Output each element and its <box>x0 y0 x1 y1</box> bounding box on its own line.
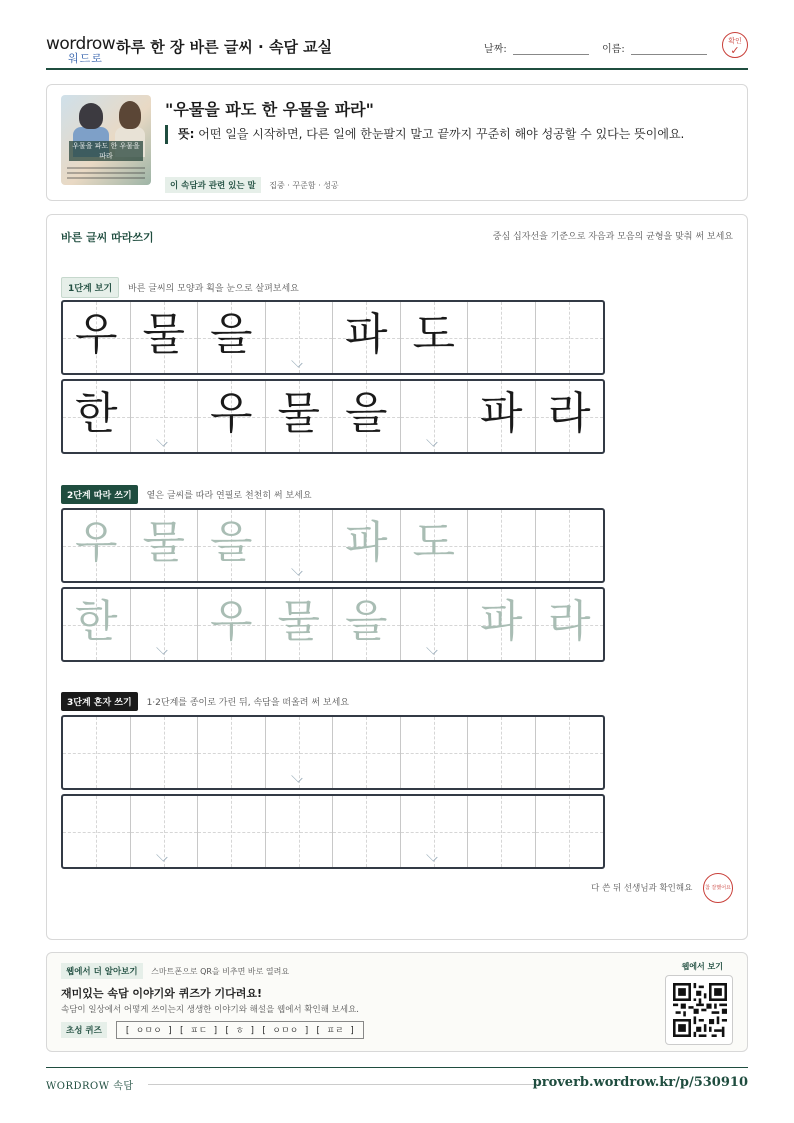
practice-title: 바른 글씨 따라쓰기 <box>61 231 154 244</box>
step1-row1-grid <box>61 300 605 375</box>
checkmark-icon: ✓ <box>730 44 740 57</box>
writing-cell <box>131 381 199 452</box>
model-character: 도 <box>412 309 455 360</box>
space-mark-icon <box>156 435 167 446</box>
footer-url[interactable]: proverb.wordrow.kr/p/530910 <box>532 1075 748 1090</box>
trace-character: 을 <box>344 596 388 647</box>
proverb-meaning <box>165 125 725 144</box>
writing-cell <box>333 302 401 373</box>
writing-cell[interactable] <box>266 796 334 867</box>
trace-character: 우 <box>74 517 118 568</box>
step1-header <box>61 277 299 298</box>
writing-cell <box>198 302 266 373</box>
web-section <box>46 952 748 1052</box>
page-footer <box>46 1067 748 1097</box>
writing-cell[interactable] <box>536 717 604 788</box>
step1-badge: 1단계 보기 <box>61 277 119 298</box>
qr-code-icon[interactable] <box>665 975 733 1045</box>
writing-cell <box>401 381 469 452</box>
writing-cell[interactable] <box>333 510 401 581</box>
footer-divider <box>148 1084 540 1085</box>
footer-brand: WORDROW 속담 <box>46 1081 134 1092</box>
writing-cell <box>131 302 199 373</box>
related-tag: 이 속담과 관련 있는 말 <box>165 177 261 193</box>
meaning-label: 뜻: <box>178 127 195 141</box>
writing-cell[interactable] <box>63 589 131 660</box>
seal-text: 참 잘했어요 <box>705 885 731 891</box>
writing-cell[interactable] <box>131 510 199 581</box>
proverb-illustration <box>61 95 151 185</box>
writing-cell[interactable] <box>63 717 131 788</box>
step2-header <box>61 485 312 504</box>
qr-pattern <box>673 983 727 1037</box>
date-field[interactable] <box>484 40 589 55</box>
date-line[interactable] <box>513 45 589 55</box>
name-field[interactable] <box>602 40 707 55</box>
name-label: 이름: <box>602 44 625 55</box>
model-character: 라 <box>547 388 591 439</box>
trace-character: 파 <box>344 517 388 568</box>
space-mark-icon <box>291 564 302 575</box>
writing-cell <box>333 381 401 452</box>
space-mark-icon <box>156 643 167 654</box>
web-description: 속담이 일상에서 어떻게 쓰이는지 생생한 이야기와 해설을 웹에서 확인해 보세요. <box>61 1005 359 1015</box>
writing-cell[interactable] <box>536 796 604 867</box>
space-mark-icon <box>426 850 437 861</box>
writing-cell[interactable] <box>333 796 401 867</box>
writing-cell <box>468 302 536 373</box>
writing-cell[interactable] <box>198 717 266 788</box>
writing-cell <box>468 381 536 452</box>
trace-character: 라 <box>547 596 591 647</box>
space-mark-icon <box>156 850 167 861</box>
related-words <box>165 177 339 193</box>
writing-cell <box>63 302 131 373</box>
model-character: 한 <box>74 388 118 439</box>
writing-cell[interactable] <box>63 510 131 581</box>
proverb-title: "우물을 파도 한 우물을 파라" <box>165 100 374 119</box>
writing-cell[interactable] <box>401 589 469 660</box>
writing-cell <box>536 302 604 373</box>
writing-cell[interactable] <box>198 589 266 660</box>
model-character: 물 <box>277 388 320 439</box>
step2-row2-grid[interactable] <box>61 587 605 662</box>
writing-cell[interactable] <box>468 796 536 867</box>
model-character: 우 <box>209 388 253 439</box>
model-character: 우 <box>74 309 118 360</box>
writing-cell[interactable] <box>333 589 401 660</box>
writing-cell[interactable] <box>468 589 536 660</box>
writing-cell <box>266 381 334 452</box>
writing-cell <box>266 302 334 373</box>
step3-row2-grid[interactable] <box>61 794 605 869</box>
writing-cell[interactable] <box>401 717 469 788</box>
wordrow-logo <box>46 34 116 65</box>
step2-badge: 2단계 따라 쓰기 <box>61 485 138 504</box>
web-badge: 웹에서 더 알아보기 <box>61 963 143 979</box>
practice-description: 중심 십자선을 기준으로 자음과 모음의 균형을 맞춰 써 보세요 <box>492 232 733 242</box>
writing-cell[interactable] <box>198 510 266 581</box>
writing-cell[interactable] <box>468 510 536 581</box>
quiz-label: 초성 퀴즈 <box>61 1022 107 1038</box>
proverb-card <box>46 84 748 201</box>
model-character: 을 <box>344 388 388 439</box>
step2-desc: 옅은 글씨를 따라 연필로 천천히 써 보세요 <box>146 491 312 501</box>
practice-section <box>46 214 748 940</box>
model-character: 파 <box>479 388 523 439</box>
trace-character: 도 <box>412 517 455 568</box>
writing-cell[interactable] <box>266 717 334 788</box>
logo-main: wordrow <box>46 34 116 54</box>
model-character: 을 <box>209 309 253 360</box>
web-hint: 스마트폰으로 QR을 비추면 바로 열려요 <box>151 967 290 976</box>
related-list: 집중 · 꾸준함 · 성공 <box>269 181 339 190</box>
step2-row1-grid[interactable] <box>61 508 605 583</box>
trace-character: 을 <box>209 517 253 568</box>
step3-header <box>61 692 349 711</box>
qr-label: 웹에서 보기 <box>681 962 723 971</box>
space-mark-icon <box>291 771 302 782</box>
web-headline: 재미있는 속담 이야기와 퀴즈가 기다려요! <box>61 987 262 1000</box>
chosung-quiz <box>61 1021 364 1039</box>
step3-desc: 1·2단계를 종이로 가린 뒤, 속담을 떠올려 써 보세요 <box>146 698 349 708</box>
trace-character: 물 <box>277 596 320 647</box>
writing-cell <box>198 381 266 452</box>
seal-icon <box>703 873 733 903</box>
step1-row2-grid <box>61 379 605 454</box>
writing-cell <box>536 381 604 452</box>
writing-cell[interactable] <box>266 589 334 660</box>
writing-cell[interactable] <box>536 589 604 660</box>
writing-cell <box>63 381 131 452</box>
quiz-value: [ ㅇㅁㅇ ] [ ㅍㄷ ] [ ㅎ ] [ ㅇㅁㅇ ] [ ㅍㄹ ] <box>116 1021 365 1039</box>
writing-cell[interactable] <box>131 796 199 867</box>
space-mark-icon <box>426 643 437 654</box>
space-mark-icon <box>291 356 302 367</box>
step3-badge: 3단계 혼자 쓰기 <box>61 692 138 711</box>
writing-cell[interactable] <box>401 510 469 581</box>
writing-cell[interactable] <box>401 796 469 867</box>
writing-cell[interactable] <box>536 510 604 581</box>
step1-desc: 바른 글씨의 모양과 획을 눈으로 살펴보세요 <box>128 284 299 294</box>
teacher-check <box>591 873 733 903</box>
step3-row1-grid[interactable] <box>61 715 605 790</box>
meaning-text: 어떤 일을 시작하면, 다른 일에 한눈팔지 말고 끝까지 꾸준히 해야 성공할 수 있다는 뜻이에요. <box>198 127 685 141</box>
name-line[interactable] <box>631 45 707 55</box>
page-header <box>46 30 748 70</box>
logo-sub: 워드로 <box>68 52 103 65</box>
writing-cell[interactable] <box>333 717 401 788</box>
stamp-text: 확인 <box>728 37 742 45</box>
trace-character: 파 <box>479 596 523 647</box>
date-label: 날짜: <box>484 44 507 55</box>
writing-cell <box>401 302 469 373</box>
web-top <box>61 963 289 979</box>
writing-cell[interactable] <box>131 589 199 660</box>
teacher-note: 다 쓴 뒤 선생님과 확인해요 <box>591 883 693 894</box>
writing-cell[interactable] <box>63 796 131 867</box>
model-character: 파 <box>344 309 388 360</box>
writing-cell[interactable] <box>131 717 199 788</box>
trace-character: 우 <box>209 596 253 647</box>
trace-character: 물 <box>142 517 185 568</box>
model-character: 물 <box>142 309 185 360</box>
page-title: 하루 한 장 바른 글씨 · 속담 교실 <box>116 38 333 56</box>
check-stamp-icon <box>722 32 748 58</box>
trace-character: 한 <box>74 596 118 647</box>
space-mark-icon <box>426 435 437 446</box>
writing-cell[interactable] <box>468 717 536 788</box>
illustration-caption: 우물을 파도 한 우물을 파라 <box>69 141 143 161</box>
writing-cell[interactable] <box>266 510 334 581</box>
writing-cell[interactable] <box>198 796 266 867</box>
